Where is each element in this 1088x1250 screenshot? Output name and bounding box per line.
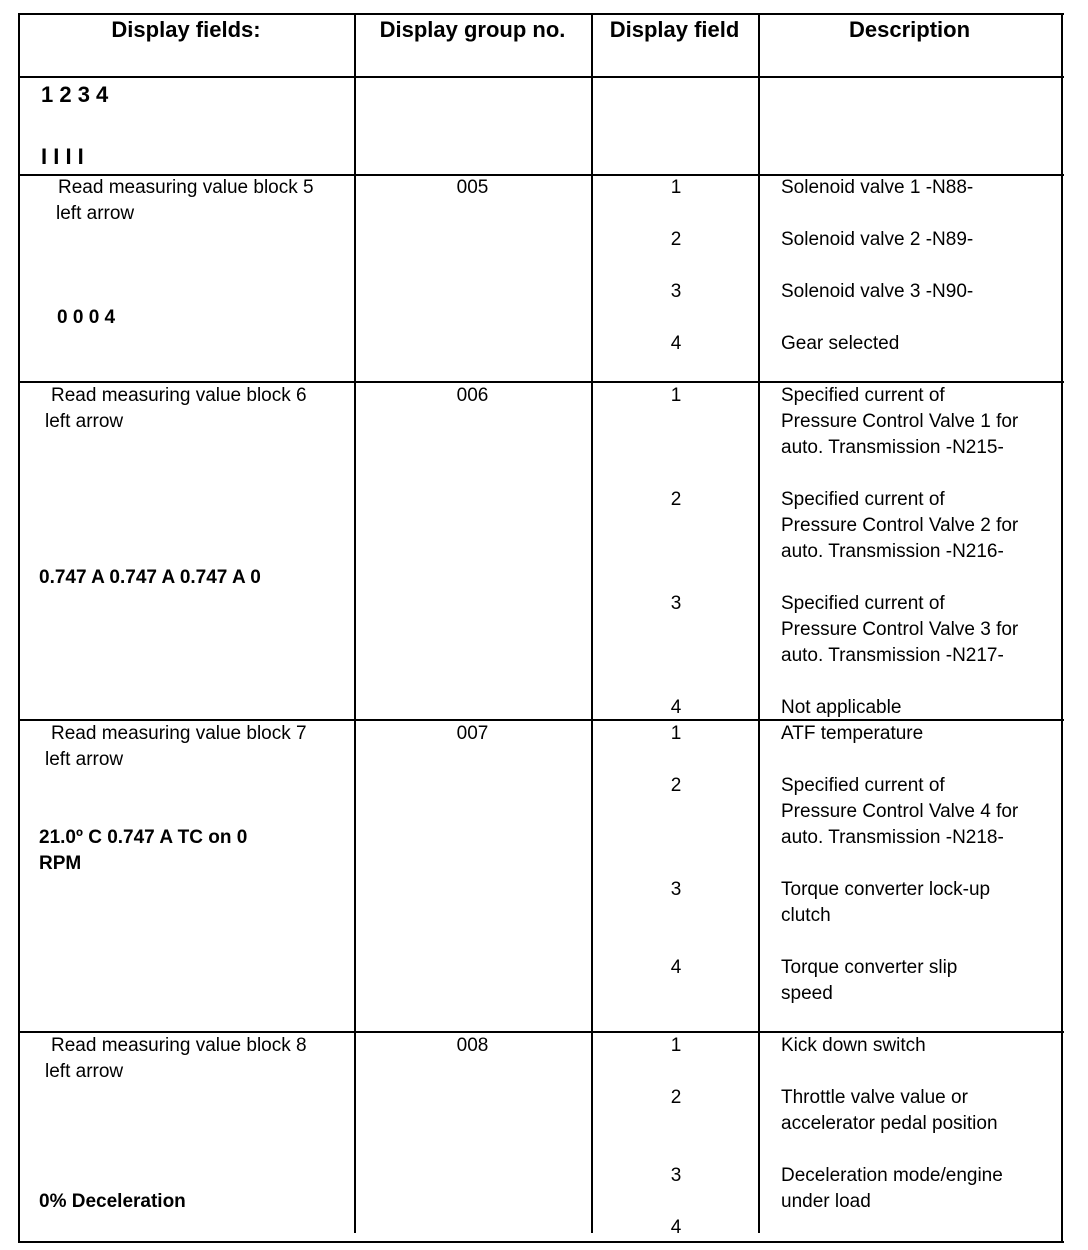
legend-bars: I I I I (41, 144, 84, 169)
field-number: 4 (670, 333, 682, 354)
field-number: 2 (670, 1087, 682, 1108)
group-number: 008 (456, 1035, 489, 1056)
block-label: left arrow (45, 1061, 124, 1082)
field-description: Torque converter lock-up (781, 879, 991, 900)
field-description: Specified current of (781, 385, 945, 406)
field-number: 1 (670, 1035, 682, 1056)
table-border-left (18, 13, 20, 1243)
field-number: 2 (670, 775, 682, 796)
header-display-field: Display field (609, 17, 740, 42)
field-description: Deceleration mode/engine (781, 1165, 1003, 1186)
field-number: 2 (670, 489, 682, 510)
block-label: left arrow (45, 411, 124, 432)
field-description: Torque converter slip (781, 957, 958, 978)
field-number: 4 (670, 697, 682, 718)
legend-numbers: 1 2 3 4 (41, 82, 109, 107)
table-border-bottom (18, 1241, 1064, 1243)
block-label: Read measuring value block 8 (51, 1035, 307, 1056)
field-number: 4 (670, 957, 682, 978)
field-description: Throttle valve value or (781, 1087, 968, 1108)
block-value: 0.747 A 0.747 A 0.747 A 0 (39, 567, 261, 588)
header-description: Description (848, 17, 971, 42)
field-description: clutch (781, 905, 831, 926)
block-label: left arrow (45, 749, 124, 770)
group-number: 006 (456, 385, 489, 406)
row-divider (18, 76, 1064, 78)
block-value: 21.0º C 0.747 A TC on 0 (39, 827, 248, 848)
field-description: accelerator pedal position (781, 1113, 998, 1134)
block-value: 0% Deceleration (39, 1191, 186, 1212)
field-description: under load (781, 1191, 871, 1212)
field-description: Specified current of (781, 775, 945, 796)
field-description: Pressure Control Valve 3 for (781, 619, 1019, 640)
field-description: Specified current of (781, 593, 945, 614)
field-number: 3 (670, 879, 682, 900)
header-display-fields: Display fields: (111, 17, 261, 42)
group-number: 007 (456, 723, 489, 744)
field-description: Specified current of (781, 489, 945, 510)
block-label: Read measuring value block 5 (58, 177, 314, 198)
field-description: Pressure Control Valve 2 for (781, 515, 1019, 536)
display-fields-table (18, 13, 1064, 1243)
field-description: auto. Transmission -N216- (781, 541, 1004, 562)
field-description: auto. Transmission -N217- (781, 645, 1004, 666)
header-display-group-no: Display group no. (379, 17, 566, 42)
block-label: left arrow (56, 203, 135, 224)
field-description: Pressure Control Valve 4 for (781, 801, 1019, 822)
field-description: speed (781, 983, 833, 1004)
field-description: auto. Transmission -N215- (781, 437, 1004, 458)
block-value: 0 0 0 4 (57, 307, 116, 328)
field-description: ATF temperature (781, 723, 924, 744)
block-label: Read measuring value block 6 (51, 385, 307, 406)
field-number: 1 (670, 385, 682, 406)
field-description: Solenoid valve 2 -N89- (781, 229, 974, 250)
field-description: Solenoid valve 1 -N88- (781, 177, 974, 198)
field-number: 3 (670, 1165, 682, 1186)
row-divider (18, 13, 1064, 15)
field-number: 1 (670, 177, 682, 198)
block-label: Read measuring value block 7 (51, 723, 307, 744)
table-border-right (1061, 13, 1063, 1243)
field-number: 1 (670, 723, 682, 744)
group-number: 005 (456, 177, 489, 198)
field-description: Not applicable (781, 697, 902, 718)
field-number: 2 (670, 229, 682, 250)
field-number: 3 (670, 281, 682, 302)
field-description: Gear selected (781, 333, 900, 354)
field-description: Pressure Control Valve 1 for (781, 411, 1019, 432)
field-description: auto. Transmission -N218- (781, 827, 1004, 848)
field-number: 3 (670, 593, 682, 614)
field-description: Solenoid valve 3 -N90- (781, 281, 974, 302)
block-value: RPM (39, 853, 82, 874)
field-description: Kick down switch (781, 1035, 926, 1056)
field-number: 4 (670, 1217, 682, 1238)
